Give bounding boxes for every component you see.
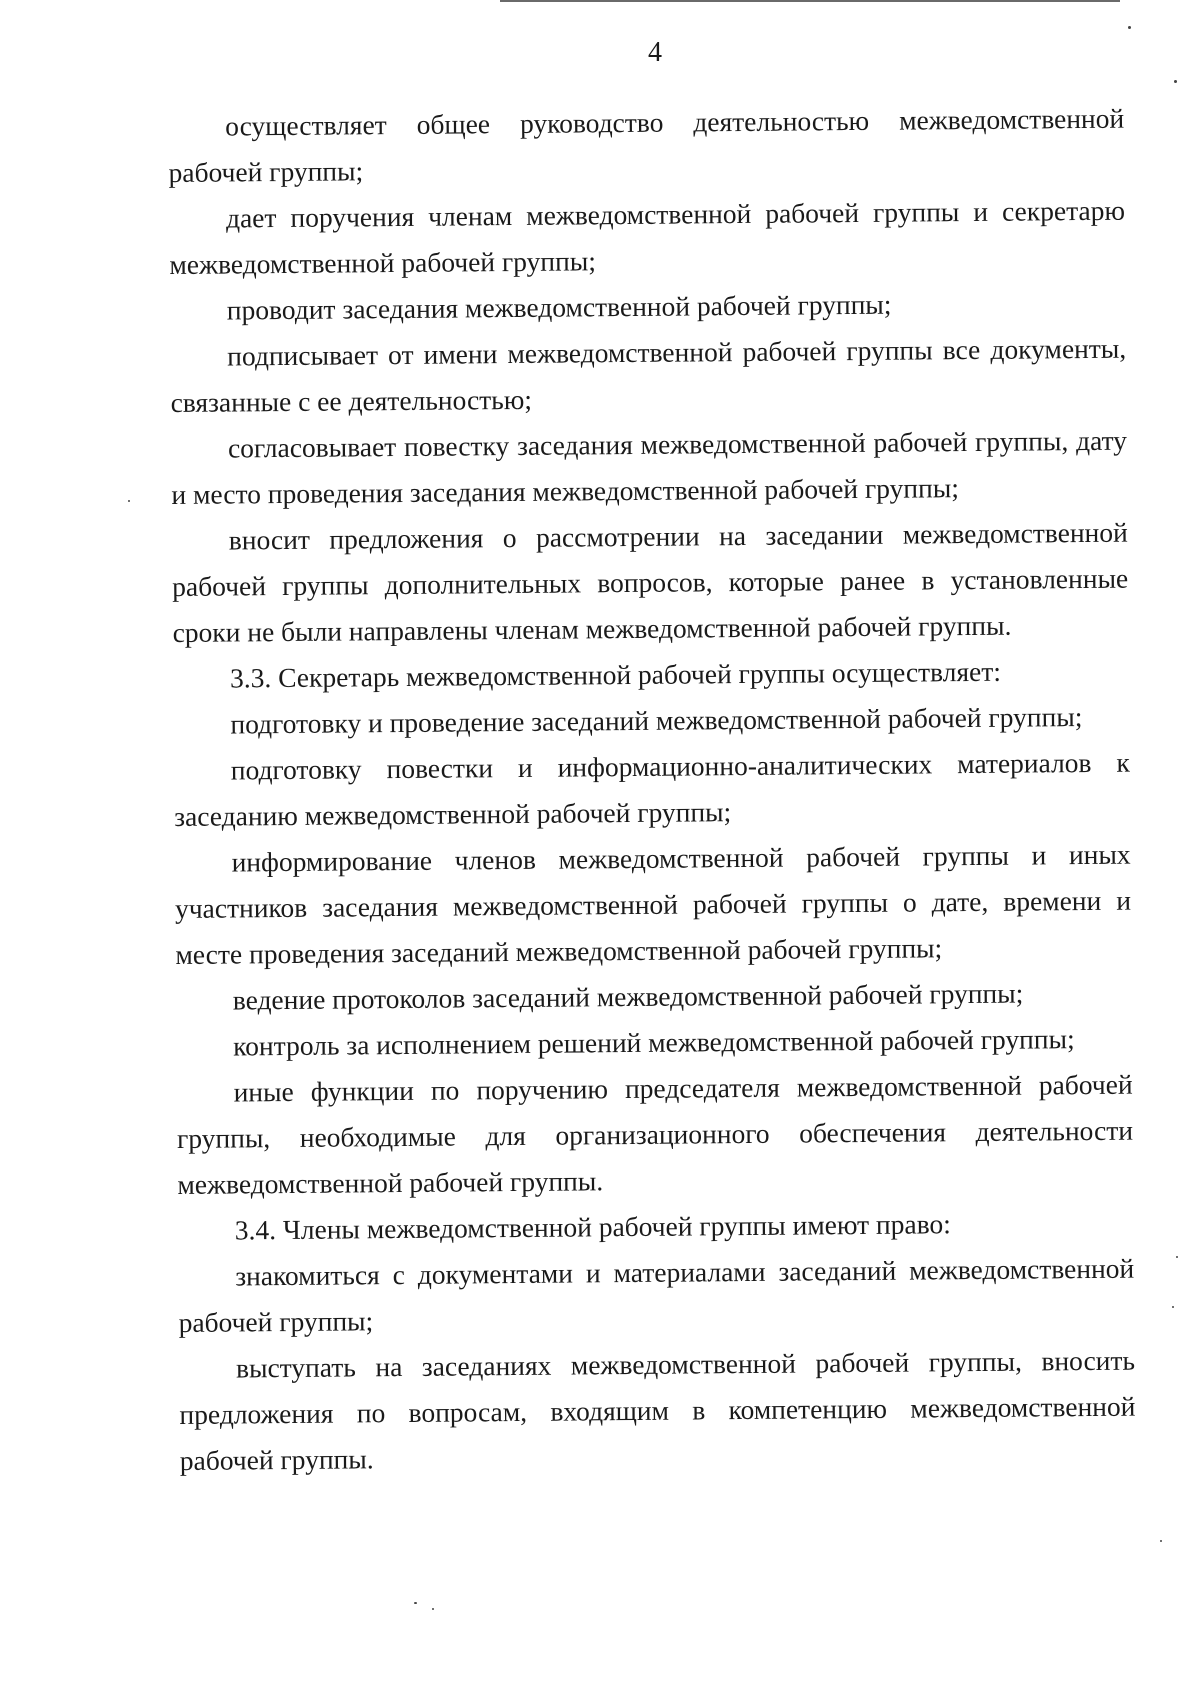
scan-speck xyxy=(414,1602,417,1604)
scan-speck xyxy=(432,1608,434,1610)
document-body xyxy=(0,95,1200,1485)
scan-speck xyxy=(1176,1256,1178,1258)
paragraph-8: подготовку и проведение заседаний межведомственной рабочей группы; xyxy=(230,701,1083,740)
scan-speck xyxy=(128,500,130,502)
paragraph-1: осуществляет общее руководство деятельностью межведомственной рабочей группы; xyxy=(168,102,1125,188)
scan-speck xyxy=(1172,1306,1174,1308)
paragraph-4: подписывает от имени межведомственной рабочей группы все документы, связанные с ее деятельностью; xyxy=(170,332,1127,418)
top-border-line xyxy=(500,0,1120,2)
paragraph-2: дает поручения членам межведомственной рабочей группы и секретарю межведомственной рабочей группы; xyxy=(169,194,1126,280)
page-number: 4 xyxy=(648,37,662,68)
paragraph-13: иные функции по поручению председателя межведомственной рабочей группы, необходимые для организационного обеспечения деятельности межведомственной рабочей группы. xyxy=(176,1068,1134,1200)
paragraph-6: вносит предложения о рассмотрении на заседании межведомственной рабочей группы дополнительных вопросов, которые ранее в установленные сроки не были направлены членам межведомственной рабочей группы. xyxy=(172,516,1129,648)
paragraph-16: выступать на заседаниях межведомственной рабочей группы, вносить предложения по вопросам, входящим в компетенцию межведомственной рабочей группы. xyxy=(179,1344,1136,1476)
paragraph-12: контроль за исполнением решений межведомственной рабочей группы; xyxy=(233,1023,1075,1062)
scan-speck xyxy=(1174,80,1177,83)
paragraph-5: согласовывает повестку заседания межведомственной рабочей группы, дату и место проведения заседания межведомственной рабочей группы; xyxy=(171,424,1128,510)
paragraph-11: ведение протоколов заседаний межведомственной рабочей группы; xyxy=(232,977,1024,1016)
paragraph-9: подготовку повестки и информационно-аналитических материалов к заседанию межведомственной рабочей группы; xyxy=(174,746,1130,832)
scan-speck xyxy=(1160,1540,1162,1542)
paragraph-3: проводит заседания межведомственной рабочей группы; xyxy=(226,288,892,326)
paragraph-15: знакомиться с документами и материалами заседаний межведомственной рабочей группы; xyxy=(178,1252,1135,1338)
section-3-3-heading: 3.3. Секретарь межведомственной рабочей группы осуществляет: xyxy=(229,655,1002,694)
scan-speck xyxy=(1128,26,1131,29)
section-3-4-heading: 3.4. Члены межведомственной рабочей группы имеют право: xyxy=(234,1208,951,1246)
paragraph-10: информирование членов межведомственной рабочей группы и иных участников заседания межведомственной рабочей группы о дате, времени и месте проведения заседаний межведомственной рабочей группы; xyxy=(174,838,1132,970)
